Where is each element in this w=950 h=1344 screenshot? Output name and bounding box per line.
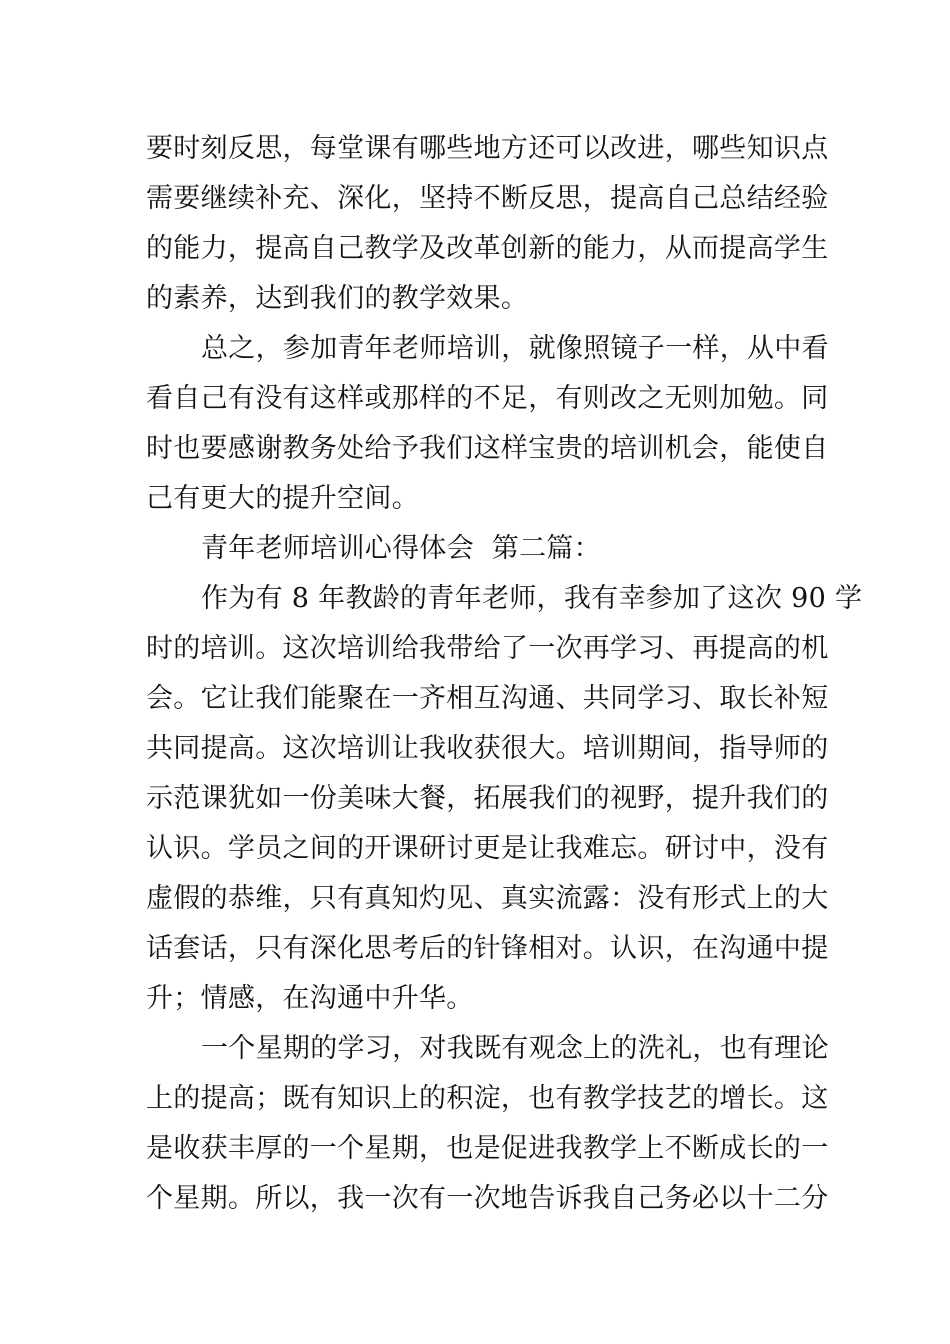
text-line: 会。它让我们能聚在一齐相互沟通、共同学习、取长补短 [146, 683, 829, 714]
text-line: 共同提高。这次培训让我收获很大。培训期间，指导师的 [146, 733, 829, 764]
text-line: 总之，参加青年老师培训，就像照镜子一样，从中看 [201, 333, 829, 364]
text-line: 是收获丰厚的一个星期，也是促进我教学上不断成长的一 [146, 1133, 829, 1164]
text-line: 看自己有没有这样或那样的不足，有则改之无则加勉。同 [146, 383, 829, 414]
text-line: 要时刻反思，每堂课有哪些地方还可以改进，哪些知识点 [146, 133, 829, 164]
text-line: 话套话，只有深化思考后的针锋相对。认识，在沟通中提 [146, 933, 829, 964]
text-line: 示范课犹如一份美味大餐，拓展我们的视野，提升我们的 [146, 783, 829, 814]
text-line: 的素养，达到我们的教学效果。 [146, 283, 529, 314]
text-line: 需要继续补充、深化，坚持不断反思，提高自己总结经验 [146, 183, 829, 214]
document-body [146, 124, 863, 1224]
text-line: 一个星期的学习，对我既有观念上的洗礼，也有理论 [201, 1033, 829, 1064]
text-line: 虚假的恭维，只有真知灼见、真实流露：没有形式上的大 [146, 883, 829, 914]
text-line: 时的培训。这次培训给我带给了一次再学习、再提高的机 [146, 633, 829, 664]
paragraph [146, 574, 863, 1024]
paragraph [146, 324, 829, 524]
text-line: 己有更大的提升空间。 [146, 483, 419, 514]
text-line: 认识。学员之间的开课研讨更是让我难忘。研讨中，没有 [146, 833, 829, 864]
text-line: 升；情感，在沟通中升华。 [146, 983, 474, 1014]
section-heading [146, 524, 806, 574]
text-line: 个星期。所以，我一次有一次地告诉我自己务必以十二分 [146, 1183, 829, 1214]
text-line: 的能力，提高自己教学及改革创新的能力，从而提高学生 [146, 233, 829, 264]
paragraph [146, 124, 829, 324]
text-line: 作为有 8 年教龄的青年老师，我有幸参加了这次 90 学 [201, 583, 863, 614]
paragraph [146, 1024, 829, 1224]
section-title: 青年老师培训心得体会 第二篇： [201, 533, 601, 564]
text-line: 上的提高；既有知识上的积淀，也有教学技艺的增长。这 [146, 1083, 829, 1114]
text-line: 时也要感谢教务处给予我们这样宝贵的培训机会，能使自 [146, 433, 829, 464]
